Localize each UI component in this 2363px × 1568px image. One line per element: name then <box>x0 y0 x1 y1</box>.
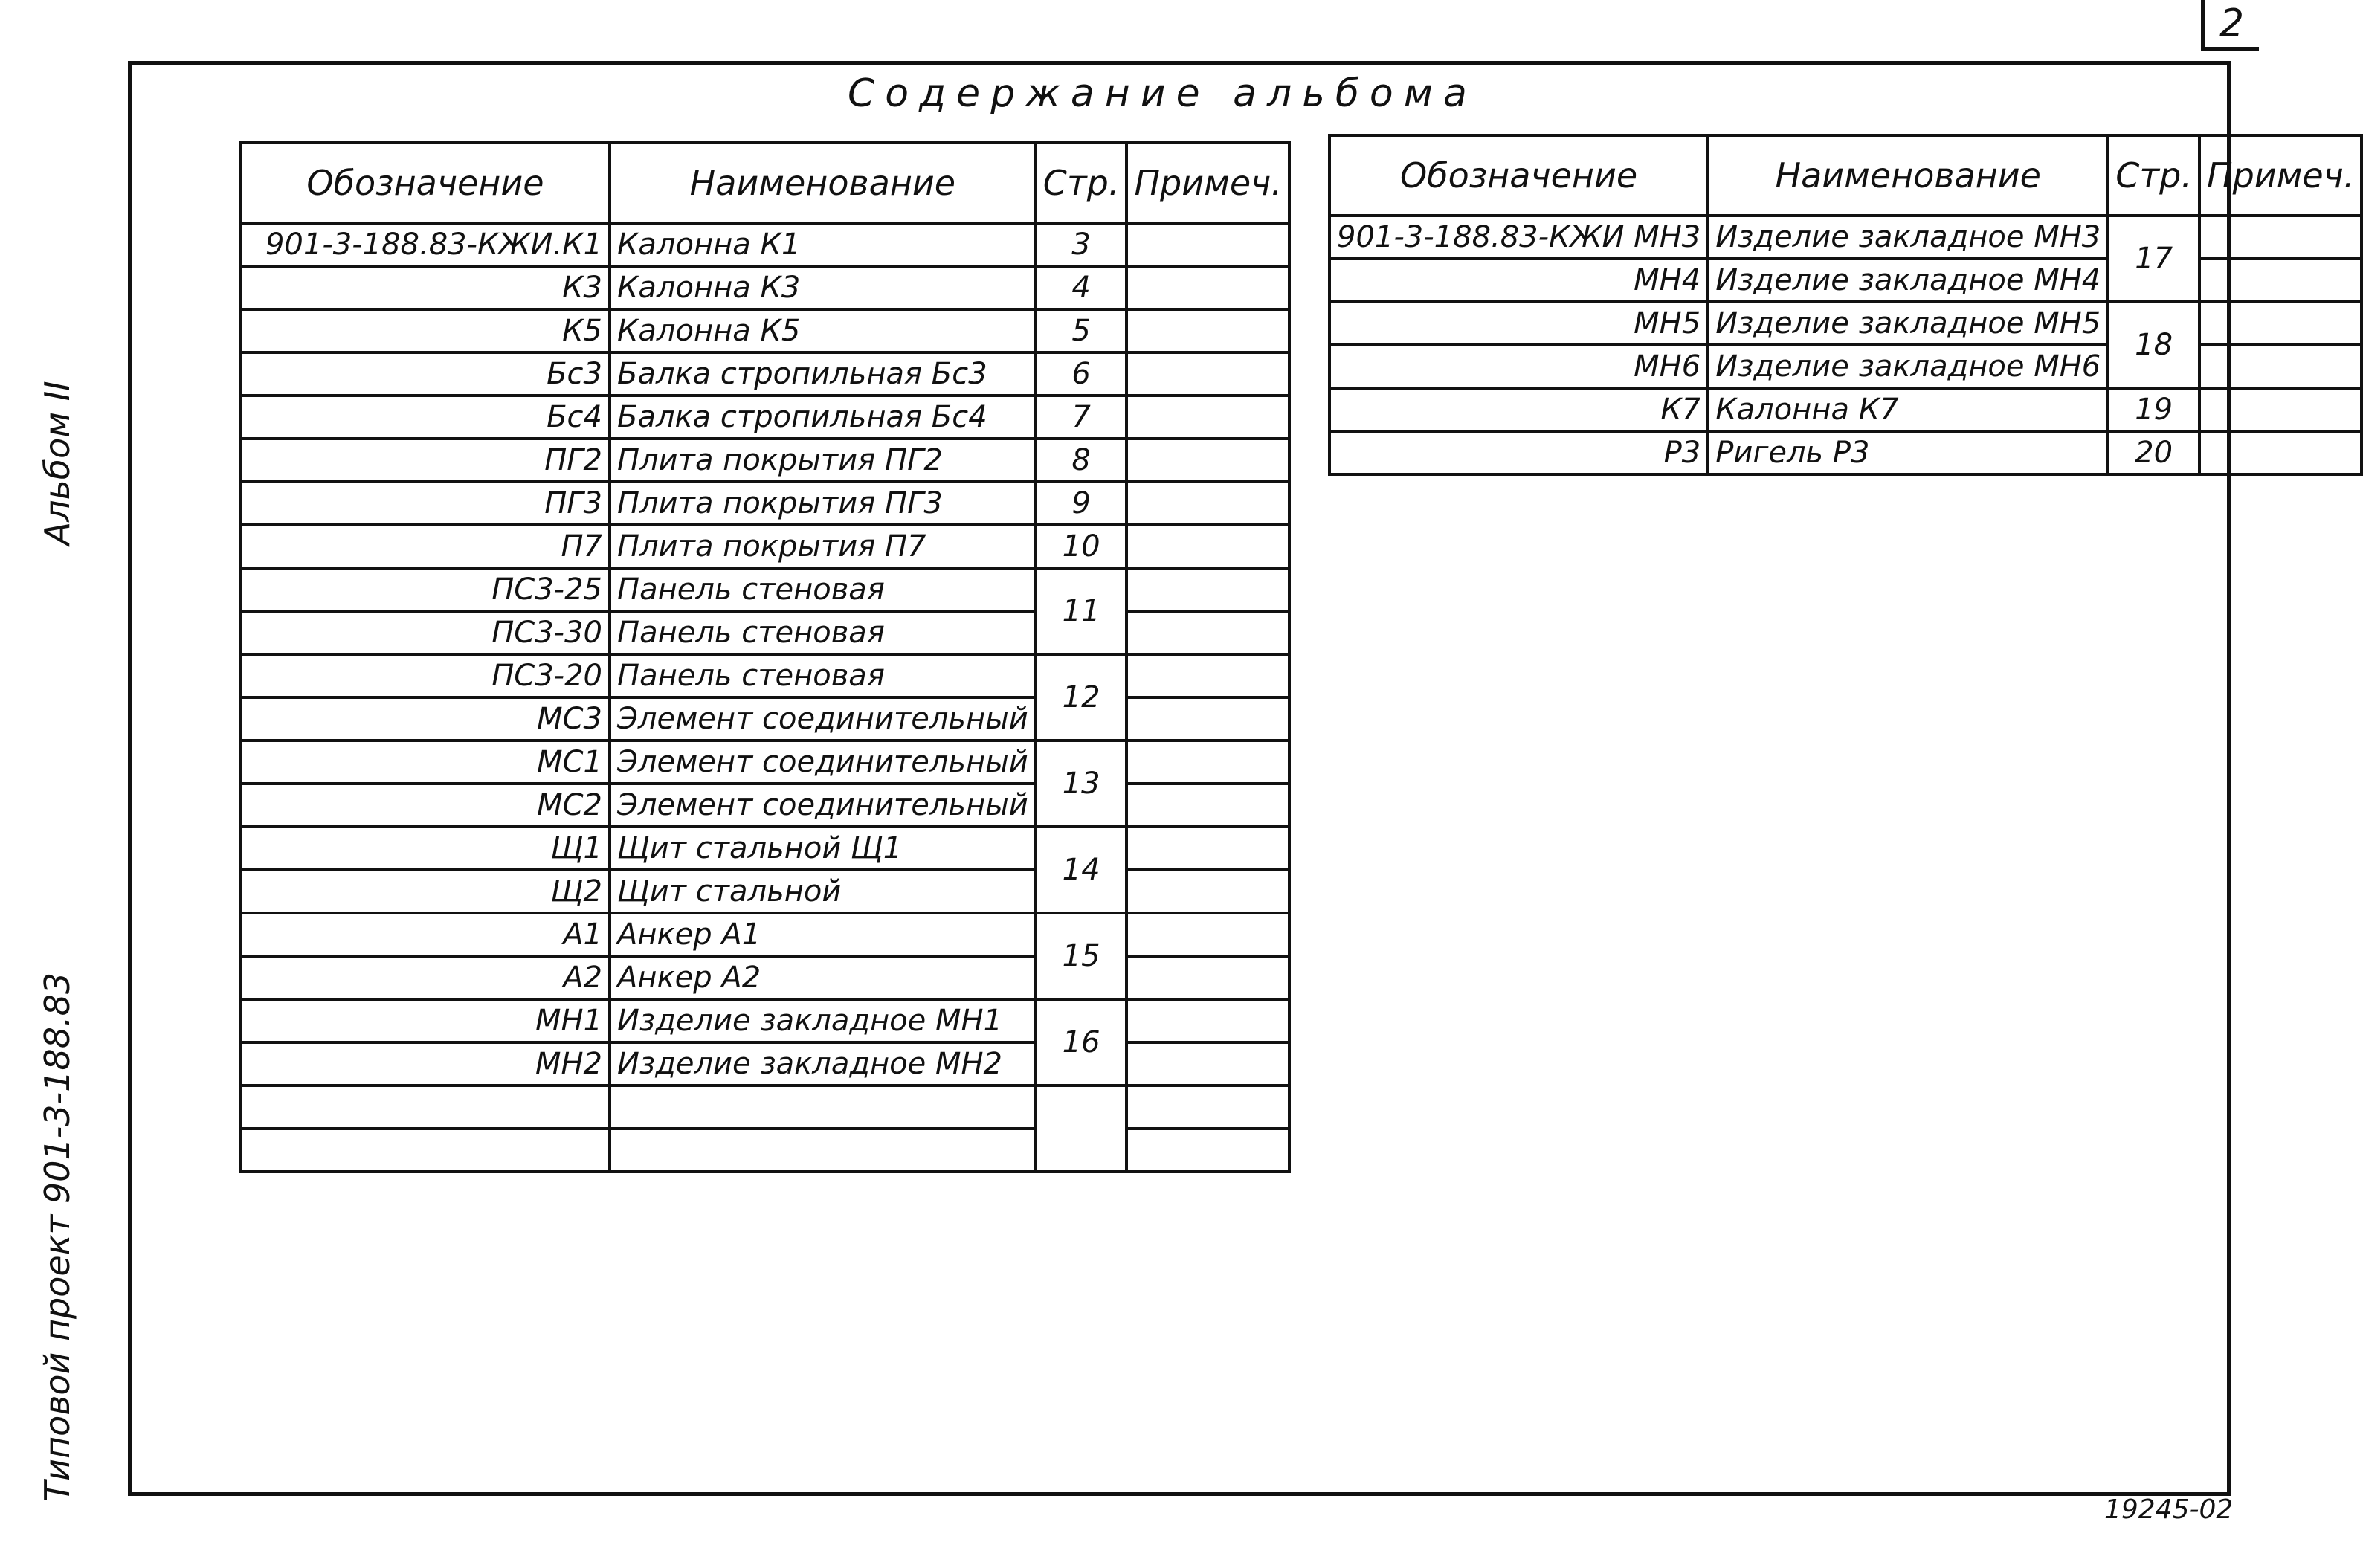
row-name: Панель стеновая <box>610 654 1036 697</box>
row-name: Изделие закладное МН2 <box>610 1042 1036 1085</box>
row-name: Балка стропильная Бс3 <box>610 352 1036 396</box>
table-row <box>241 568 1289 611</box>
row-note <box>1126 870 1289 913</box>
page-title: Содержание альбома <box>848 71 1477 116</box>
row-note <box>2199 302 2362 345</box>
row-name: Панель стеновая <box>610 611 1036 654</box>
row-name: Ригель Р3 <box>1708 431 2108 474</box>
row-page: 16 <box>1036 999 1127 1085</box>
table-row <box>241 266 1289 309</box>
row-page: 4 <box>1036 266 1127 309</box>
contents-table-right <box>1328 134 2363 476</box>
row-note <box>2199 216 2362 259</box>
row-note <box>1126 741 1289 784</box>
table-row <box>241 827 1289 870</box>
row-page: 14 <box>1036 827 1127 913</box>
row-note <box>1126 223 1289 266</box>
row-code: Бс3 <box>241 352 610 396</box>
row-page: 11 <box>1036 568 1127 654</box>
row-code: МН5 <box>1329 302 1708 345</box>
row-code: ПС3-30 <box>241 611 610 654</box>
table-row <box>1329 431 2362 474</box>
row-name: Изделие закладное МН3 <box>1708 216 2108 259</box>
row-note <box>1126 827 1289 870</box>
header-note: Примеч. <box>1126 143 1289 223</box>
row-code: А1 <box>241 913 610 956</box>
album-label: Альбом II <box>37 381 77 546</box>
table-row <box>1329 259 2362 302</box>
row-name: Плита покрытия ПГ3 <box>610 482 1036 525</box>
project-label: Типовой проект 901-3-188.83 <box>37 972 77 1502</box>
row-name: Анкер А2 <box>610 956 1036 999</box>
row-note <box>1126 266 1289 309</box>
row-name: Калонна К5 <box>610 309 1036 352</box>
row-note <box>1126 611 1289 654</box>
row-code: МС3 <box>241 697 610 741</box>
row-name: Изделие закладное МН6 <box>1708 345 2108 388</box>
row-name: Плита покрытия ПГ2 <box>610 439 1036 482</box>
row-name: Плита покрытия П7 <box>610 525 1036 568</box>
row-note <box>1126 654 1289 697</box>
row-name: Щит стальной <box>610 870 1036 913</box>
row-note <box>1126 568 1289 611</box>
table-row <box>1329 216 2362 259</box>
row-note <box>2199 259 2362 302</box>
header-page: Стр. <box>2108 135 2199 216</box>
row-code: П7 <box>241 525 610 568</box>
page-number: 2 <box>2201 0 2259 51</box>
row-page: 15 <box>1036 913 1127 999</box>
row-page: 20 <box>2108 431 2199 474</box>
row-page: 9 <box>1036 482 1127 525</box>
row-name: Элемент соединительный <box>610 741 1036 784</box>
row-page: 10 <box>1036 525 1127 568</box>
header-page: Стр. <box>1036 143 1127 223</box>
table-row <box>241 611 1289 654</box>
table-header-row <box>1329 135 2362 216</box>
row-code: ПС3-20 <box>241 654 610 697</box>
row-name: Анкер А1 <box>610 913 1036 956</box>
row-note <box>1126 999 1289 1042</box>
row-page: 6 <box>1036 352 1127 396</box>
footer-number: 19245-02 <box>2104 1494 2234 1525</box>
row-note <box>1126 482 1289 525</box>
table-row <box>241 482 1289 525</box>
row-name: Элемент соединительный <box>610 697 1036 741</box>
row-code: МН1 <box>241 999 610 1042</box>
row-name: Калонна К3 <box>610 266 1036 309</box>
row-note <box>2199 431 2362 474</box>
table-row <box>241 956 1289 999</box>
row-note <box>1126 309 1289 352</box>
row-note <box>1126 697 1289 741</box>
table-row <box>241 697 1289 741</box>
row-note <box>1126 352 1289 396</box>
row-code: МН6 <box>1329 345 1708 388</box>
row-name: Панель стеновая <box>610 568 1036 611</box>
row-name: Изделие закладное МН5 <box>1708 302 2108 345</box>
row-name: Балка стропильная Бс4 <box>610 396 1036 439</box>
empty-row <box>241 1085 1289 1129</box>
row-page: 8 <box>1036 439 1127 482</box>
row-code: ПГ2 <box>241 439 610 482</box>
header-code: Обозначение <box>241 143 610 223</box>
row-note <box>1126 913 1289 956</box>
row-note <box>2199 345 2362 388</box>
row-note <box>1126 396 1289 439</box>
row-code: Щ1 <box>241 827 610 870</box>
row-page: 17 <box>2108 216 2199 302</box>
table-row <box>241 654 1289 697</box>
row-name: Элемент соединительный <box>610 784 1036 827</box>
table-row <box>241 741 1289 784</box>
row-note <box>1126 956 1289 999</box>
row-page: 3 <box>1036 223 1127 266</box>
row-name: Изделие закладное МН1 <box>610 999 1036 1042</box>
table-row <box>241 439 1289 482</box>
row-page: 12 <box>1036 654 1127 741</box>
row-code: Р3 <box>1329 431 1708 474</box>
header-name: Наименование <box>610 143 1036 223</box>
row-code: ПС3-25 <box>241 568 610 611</box>
row-code: МС1 <box>241 741 610 784</box>
row-page: 18 <box>2108 302 2199 388</box>
empty-row <box>241 1129 1289 1172</box>
table-row <box>241 1042 1289 1085</box>
row-note <box>1126 439 1289 482</box>
row-name: Изделие закладное МН4 <box>1708 259 2108 302</box>
table-row <box>241 870 1289 913</box>
table-row <box>241 309 1289 352</box>
row-code: Щ2 <box>241 870 610 913</box>
row-name: Калонна К1 <box>610 223 1036 266</box>
table-row <box>241 913 1289 956</box>
row-note <box>1126 1042 1289 1085</box>
table-row <box>1329 345 2362 388</box>
table-row <box>241 784 1289 827</box>
row-note <box>1126 784 1289 827</box>
header-code: Обозначение <box>1329 135 1708 216</box>
table-row <box>1329 302 2362 345</box>
row-code: А2 <box>241 956 610 999</box>
row-code: 901-3-188.83-КЖИ.К1 <box>241 223 610 266</box>
row-code: К7 <box>1329 388 1708 431</box>
row-code: МН2 <box>241 1042 610 1085</box>
side-stamp <box>37 268 77 1532</box>
row-note <box>2199 388 2362 431</box>
header-note: Примеч. <box>2199 135 2362 216</box>
row-code: К3 <box>241 266 610 309</box>
row-note <box>1126 525 1289 568</box>
row-page: 19 <box>2108 388 2199 431</box>
row-page: 5 <box>1036 309 1127 352</box>
row-code: МН4 <box>1329 259 1708 302</box>
row-page: 13 <box>1036 741 1127 827</box>
table-row <box>241 999 1289 1042</box>
table-row <box>241 525 1289 568</box>
table-row <box>241 223 1289 266</box>
row-code: ПГ3 <box>241 482 610 525</box>
row-code: К5 <box>241 309 610 352</box>
header-name: Наименование <box>1708 135 2108 216</box>
row-page: 7 <box>1036 396 1127 439</box>
table-row <box>241 396 1289 439</box>
row-name: Калонна К7 <box>1708 388 2108 431</box>
table-row <box>241 352 1289 396</box>
row-name: Щит стальной Щ1 <box>610 827 1036 870</box>
row-code: Бс4 <box>241 396 610 439</box>
table-row <box>1329 388 2362 431</box>
table-header-row <box>241 143 1289 223</box>
contents-table-left <box>239 141 1291 1173</box>
row-code: 901-3-188.83-КЖИ МН3 <box>1329 216 1708 259</box>
row-code: МС2 <box>241 784 610 827</box>
